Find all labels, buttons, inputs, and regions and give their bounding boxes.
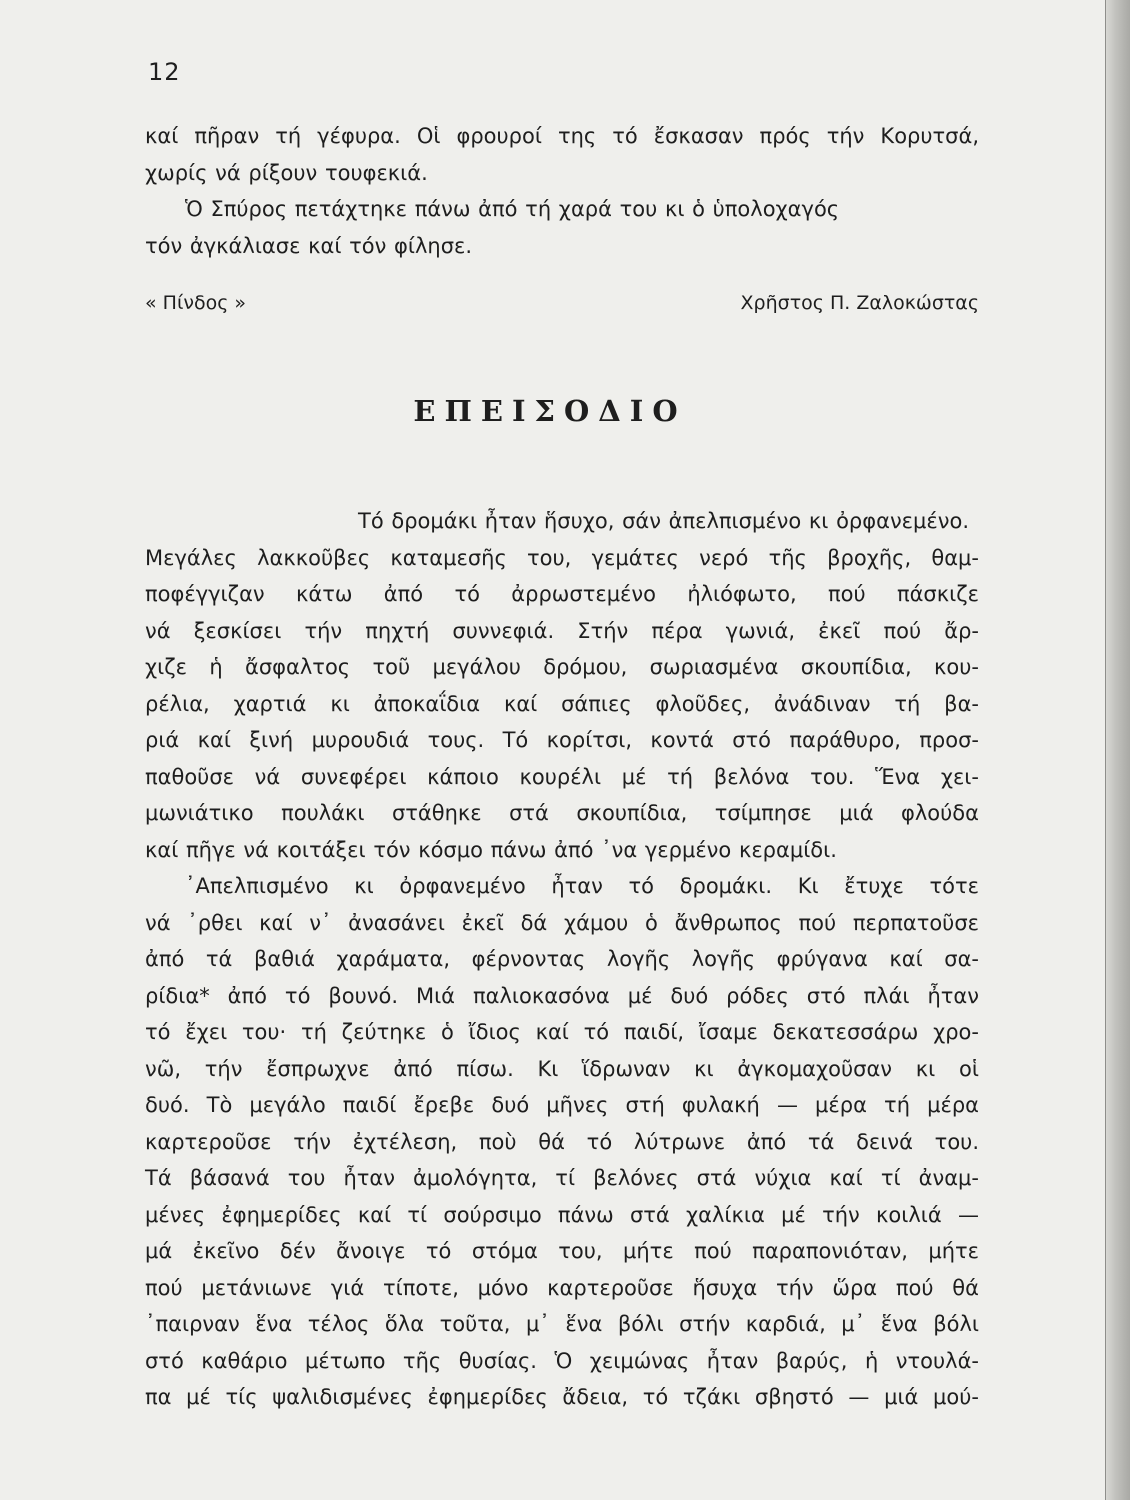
text-line: νά ξεσκίσει τήν πηχτή συννεφιά. Στήν πέρα γωνιά, ἐκεῖ πού ἄρ-	[145, 618, 979, 643]
text-line: ρίδια* ἀπό τό βουνό. Μιά παλιοκασόνα μέ δυό ρόδες στό πλάι ἦταν	[145, 983, 979, 1008]
text-line: παθοῦσε νά συνεφέρει κάποιο κουρέλι μέ τή βελόνα του. Ἕνα χει-	[145, 764, 979, 789]
text-line: Τά βάσανά του ἦταν ἀμολόγητα, τί βελόνες στά νύχια καί τί ἀναμ-	[145, 1166, 979, 1190]
story-title: ΕΠΕΙΣΟΔΙΟ	[413, 394, 687, 428]
text-line: μωνιάτικο πουλάκι στάθηκε στά σκουπίδια, τσίμπησε μιά φλούδα	[145, 801, 979, 825]
text-line: νῶ, τήν ἔσπρωχνε ἀπό πίσω. Κι ἵδρωναν κι ἀγκομαχοῦσαν κι οἱ	[145, 1056, 979, 1081]
text-line: ἀπό τά βαθιά χαράματα, φέρνοντας λογῆς λογῆς φρύγανα καί σα-	[145, 947, 979, 971]
attribution-row	[145, 288, 979, 318]
text-line: ποφέγγιζαν κάτω ἀπό τό ἀρρωστεμένο ἠλιόφωτο, πού πάσκιζε	[145, 582, 979, 606]
text-line: καί πῆγε νά κοιτάξει τόν κόσμο πάνω ἀπό ᾿να γερμένο κεραμίδι.	[145, 837, 837, 862]
text-line: δυό. Τὸ μεγάλο παιδί ἔρεβε δυό μῆνες στή φυλακή — μέρα τή μέρα	[145, 1093, 979, 1117]
text-line: τό ἔχει του· τή ζεύτηκε ὁ ἴδιος καί τό παιδί, ἴσαμε δεκατεσσάρω χρο-	[145, 1020, 979, 1044]
story-body	[145, 503, 979, 1416]
previous-story-ending	[145, 118, 979, 264]
text-line: πα μέ τίς ψαλιδισμένες ἐφημερίδες ἄδεια, τό τζάκι σβηστό — μιά μού-	[145, 1385, 979, 1409]
text-line: χωρίς νά ρίξουν τουφεκιά.	[145, 160, 428, 185]
text-line: μένες ἐφημερίδες καί τί σούρσιμο πάνω στά χαλίκια μέ τήν κοιλιά —	[145, 1202, 979, 1227]
text-line: Τό δρομάκι ἦταν ἥσυχο, σάν ἀπελπισμένο κι ὀρφανεμένο.	[358, 509, 969, 533]
page-number: 12	[148, 58, 181, 86]
text-line: ρέλια, χαρτιά κι ἀποκαΐδια καί σάπιες φλοῦδες, ἀνάδιναν τή βα-	[145, 691, 979, 716]
text-line: Μεγάλες λακκοῦβες καταμεσῆς του, γεμάτες νερό τῆς βροχῆς, θαμ-	[145, 545, 979, 570]
text-line: μά ἐκεῖνο δέν ἄνοιγε τό στόμα του, μήτε πού παραπονιόταν, μήτε	[145, 1239, 979, 1263]
text-line: πού μετάνιωνε γιά τίποτε, μόνο καρτεροῦσε ἥσυχα τήν ὥρα πού θά	[145, 1275, 979, 1300]
text-line: ᾿Απελπισμένο κι ὀρφανεμένο ἦταν τό δρομάκι. Κι ἔτυχε τότε	[185, 874, 979, 898]
page-edge	[1105, 0, 1130, 1500]
text-line: τόν ἀγκάλιασε καί τόν φίλησε.	[145, 233, 473, 258]
text-line: ᾿παιρναν ἕνα τέλος ὅλα τοῦτα, μ᾿ ἕνα βόλι στήν καρδιά, μ᾿ ἕνα βόλι	[145, 1312, 979, 1336]
text-line: καί πῆραν τή γέφυρα. Οἱ φρουροί της τό ἔσκασαν πρός τήν Κορυτσά,	[145, 124, 979, 148]
text-line: στό καθάριο μέτωπο τῆς θυσίας. Ὁ χειμώνας ἦταν βαρύς, ἡ ντουλά-	[145, 1348, 979, 1373]
author-name: Χρῆστος Π. Ζαλοκώστας	[740, 292, 979, 314]
text-line: νά ᾿ρθει καί ν᾿ ἀνασάνει ἐκεῖ δά χάμου ὁ ἄνθρωπος πού περπατοῦσε	[145, 910, 979, 935]
text-line: Ὁ Σπύρος πετάχτηκε πάνω ἀπό τή χαρά του κι ὁ ὑπολοχαγός	[185, 197, 840, 221]
text-line: καρτεροῦσε τήν ἐχτέλεση, ποὺ θά τό λύτρωνε ἀπό τά δεινά του.	[145, 1129, 979, 1154]
source-label: « Πίνδος »	[145, 292, 247, 314]
text-line: ριά καί ξινή μυρουδιά τους. Τό κορίτσι, κοντά στό παράθυρο, προσ-	[145, 728, 979, 752]
text-line: χιζε ἡ ἄσφαλτος τοῦ μεγάλου δρόμου, σωριασμένα σκουπίδια, κου-	[145, 655, 979, 679]
